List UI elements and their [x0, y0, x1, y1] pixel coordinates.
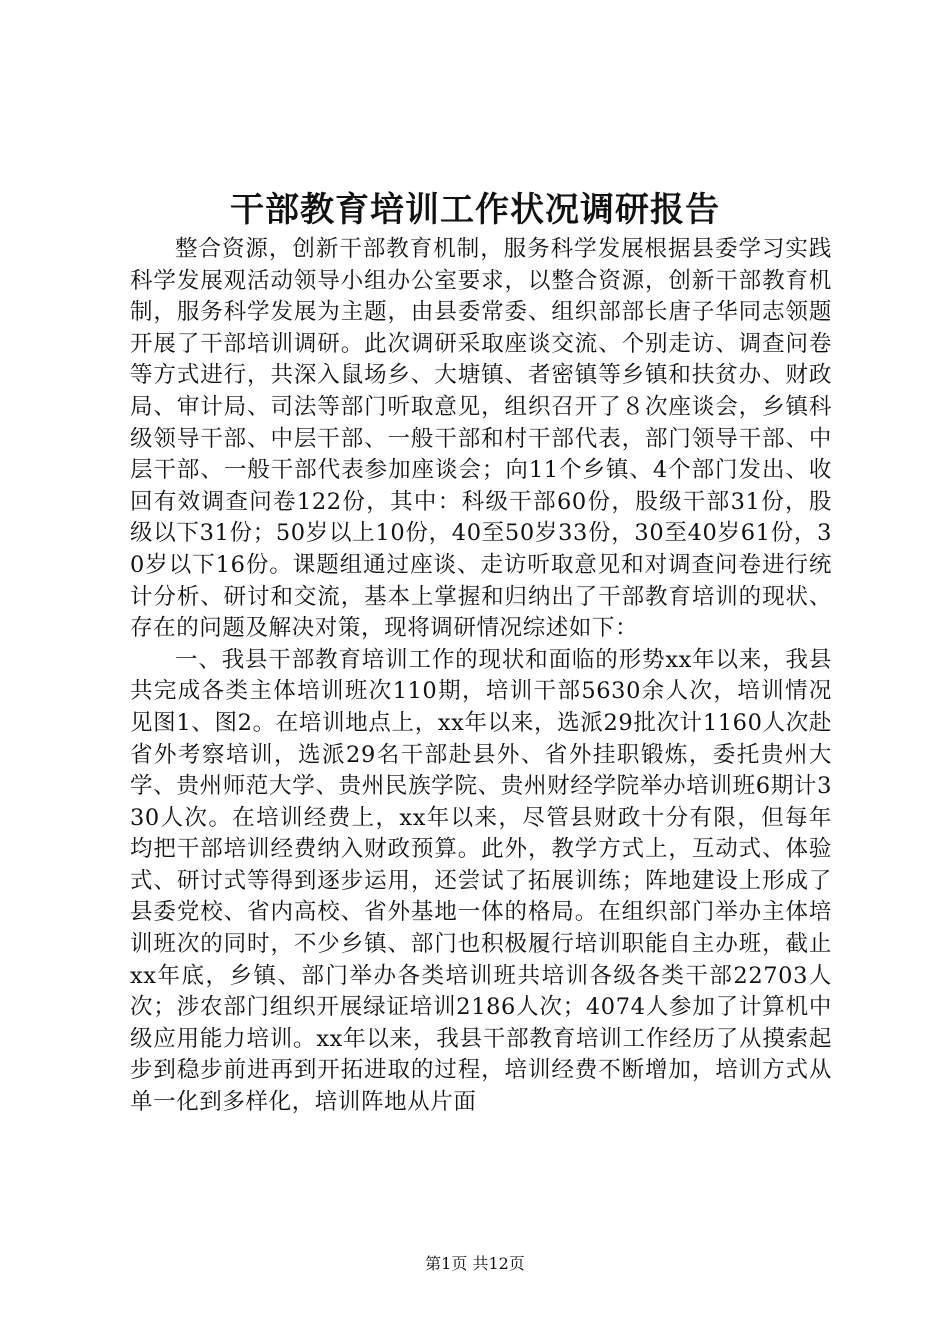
document-title: 干部教育培训工作状况调研报告 [230, 190, 720, 230]
document-body [130, 234, 832, 1119]
page-footer: 第1页 共12页 [425, 1254, 525, 1273]
paragraph-intro: 整合资源，创新干部教育机制，服务科学发展根据县委学习实践科学发展观活动领导小组办公室要求，以整合资源，创新干部教育机制，服务科学发展为主题，由县委常委、组织部部长唐子华同志领题开展了干部培训调研。此次调研采取座谈交流、个别走访、调查问卷等方式进行，共深入鼠场乡、大塘镇、者密镇等乡镇和扶贫办、财政局、审计局、司法等部门听取意见，组织召开了８次座谈会，乡镇科级领导干部、中层干部、一般干部和村干部代表，部门领导干部、中层干部、一般干部代表参加座谈会；向11个乡镇、4个部门发出、收回有效调查问卷122份，其中：科级干部60份，股级干部31份，股级以下31份；50岁以上10份，40至50岁33份，30至40岁61份，30岁以下16份。课题组通过座谈、走访听取意见和对调查问卷进行统计分析、研讨和交流，基本上掌握和归纳出了干部教育培训的现状、存在的问题及解决对策，现将调研情况综述如下： [130, 236, 832, 642]
paragraph-section-one: 一、我县干部教育培训工作的现状和面临的形势xx年以来，我县共完成各类主体培训班次110期，培训干部5630余人次，培训情况见图1、图2。在培训地点上，xx年以来，选派29批次计1160人次赴省外考察培训，选派29名干部赴县外、省外挂职锻炼，委托贵州大学、贵州师范大学、贵州民族学院、贵州财经学院举办培训班6期计330人次。在培训经费上，xx年以来，尽管县财政十分有限，但每年均把干部培训经费纳入财政预算。此外，教学方式上，互动式、体验式、研讨式等得到逐步运用，还尝试了拓展训练；阵地建设上形成了县委党校、省内高校、省外基地一体的格局。在组织部门举办主体培训班次的同时，不少乡镇、部门也积极履行培训职能自主办班，截止xx年底，乡镇、部门举办各类培训班共培训各级各类干部22703人次；涉农部门组织开展绿证培训2186人次；4074人参加了计算机中级应用能力培训。xx年以来，我县干部教育培训工作经历了从摸索起步到稳步前进再到开拓进取的过程，培训经费不断增加，培训方式从单一化到多样化，培训阵地从片面 [130, 646, 832, 1116]
